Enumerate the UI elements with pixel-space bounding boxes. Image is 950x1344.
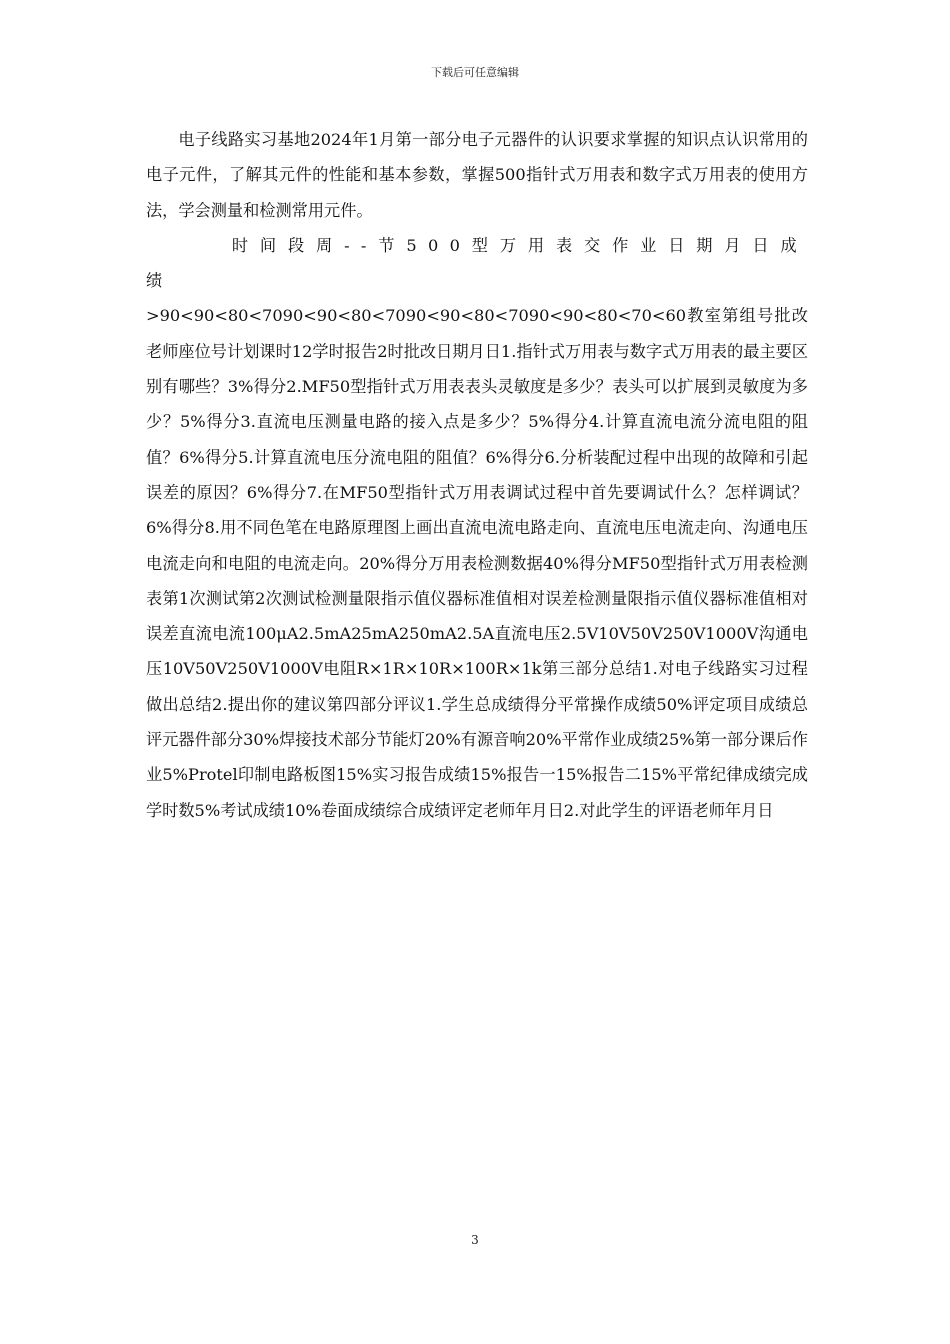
paragraph-intro: 电子线路实习基地2024年1月第一部分电子元器件的认识要求掌握的知识点认识常用的电子元件，了解其元件的性能和基本参数，掌握500指针式万用表和数字式万用表的使用方法，学会测量和检测常用元件。: [146, 130, 808, 220]
document-body: [146, 122, 808, 828]
page-number: 3: [471, 1233, 479, 1247]
paragraph-schedule-line: 时间段周--节500型万用表交作业日期月日成绩: [146, 235, 808, 291]
page-header: 下载后可任意编辑: [431, 66, 519, 79]
paragraph-report-body: >90<90<80<7090<90<80<7090<90<80<7090<90<80<70<60教室第组号批改老师座位号计划课时12学时报告2时批改日期月日1.指针式万用表与数字式万用表的最主要区别有哪些？3%得分2.MF50型指针式万用表表头灵敏度是多少？表头可以扩展到灵敏度为多少？5%得分3.直流电压测量电路的接入点是多少？5%得分4.计算直流电流分流电阻的阻值？6%得分5.计算直流电压分流电阻的阻值？6%得分6.分析装配过程中出现的故障和引起误差的原因？6%得分7.在MF50型指针式万用表调试过程中首先要调试什么？怎样调试？6%得分8.用不同色笔在电路原理图上画出直流电流电路走向、直流电压电流走向、沟通电压电流走向和电阻的电流走向。20%得分万用表检测数据40%得分MF50型指针式万用表检测表第1次测试第2次测试检测量限指示值仪器标准值相对误差检测量限指示值仪器标准值相对误差直流电流100μA2.5mA25mA250mA2.5A直流电压2.5V10V50V250V1000V沟通电压10V50V250V1000V电阻R×1R×10R×100R×1k第三部分总结1.对电子线路实习过程做出总结2.提出你的建议第四部分评议1.学生总成绩得分平常操作成绩50%评定项目成绩总评元器件部分30%焊接技术部分节能灯20%有源音响20%平常作业成绩25%第一部分课后作业5%Protel印制电路板图15%实习报告成绩15%报告一15%报告二15%平常纪律成绩完成学时数5%考试成绩10%卷面成绩综合成绩评定老师年月日2.对此学生的评语老师年月日: [146, 306, 808, 820]
